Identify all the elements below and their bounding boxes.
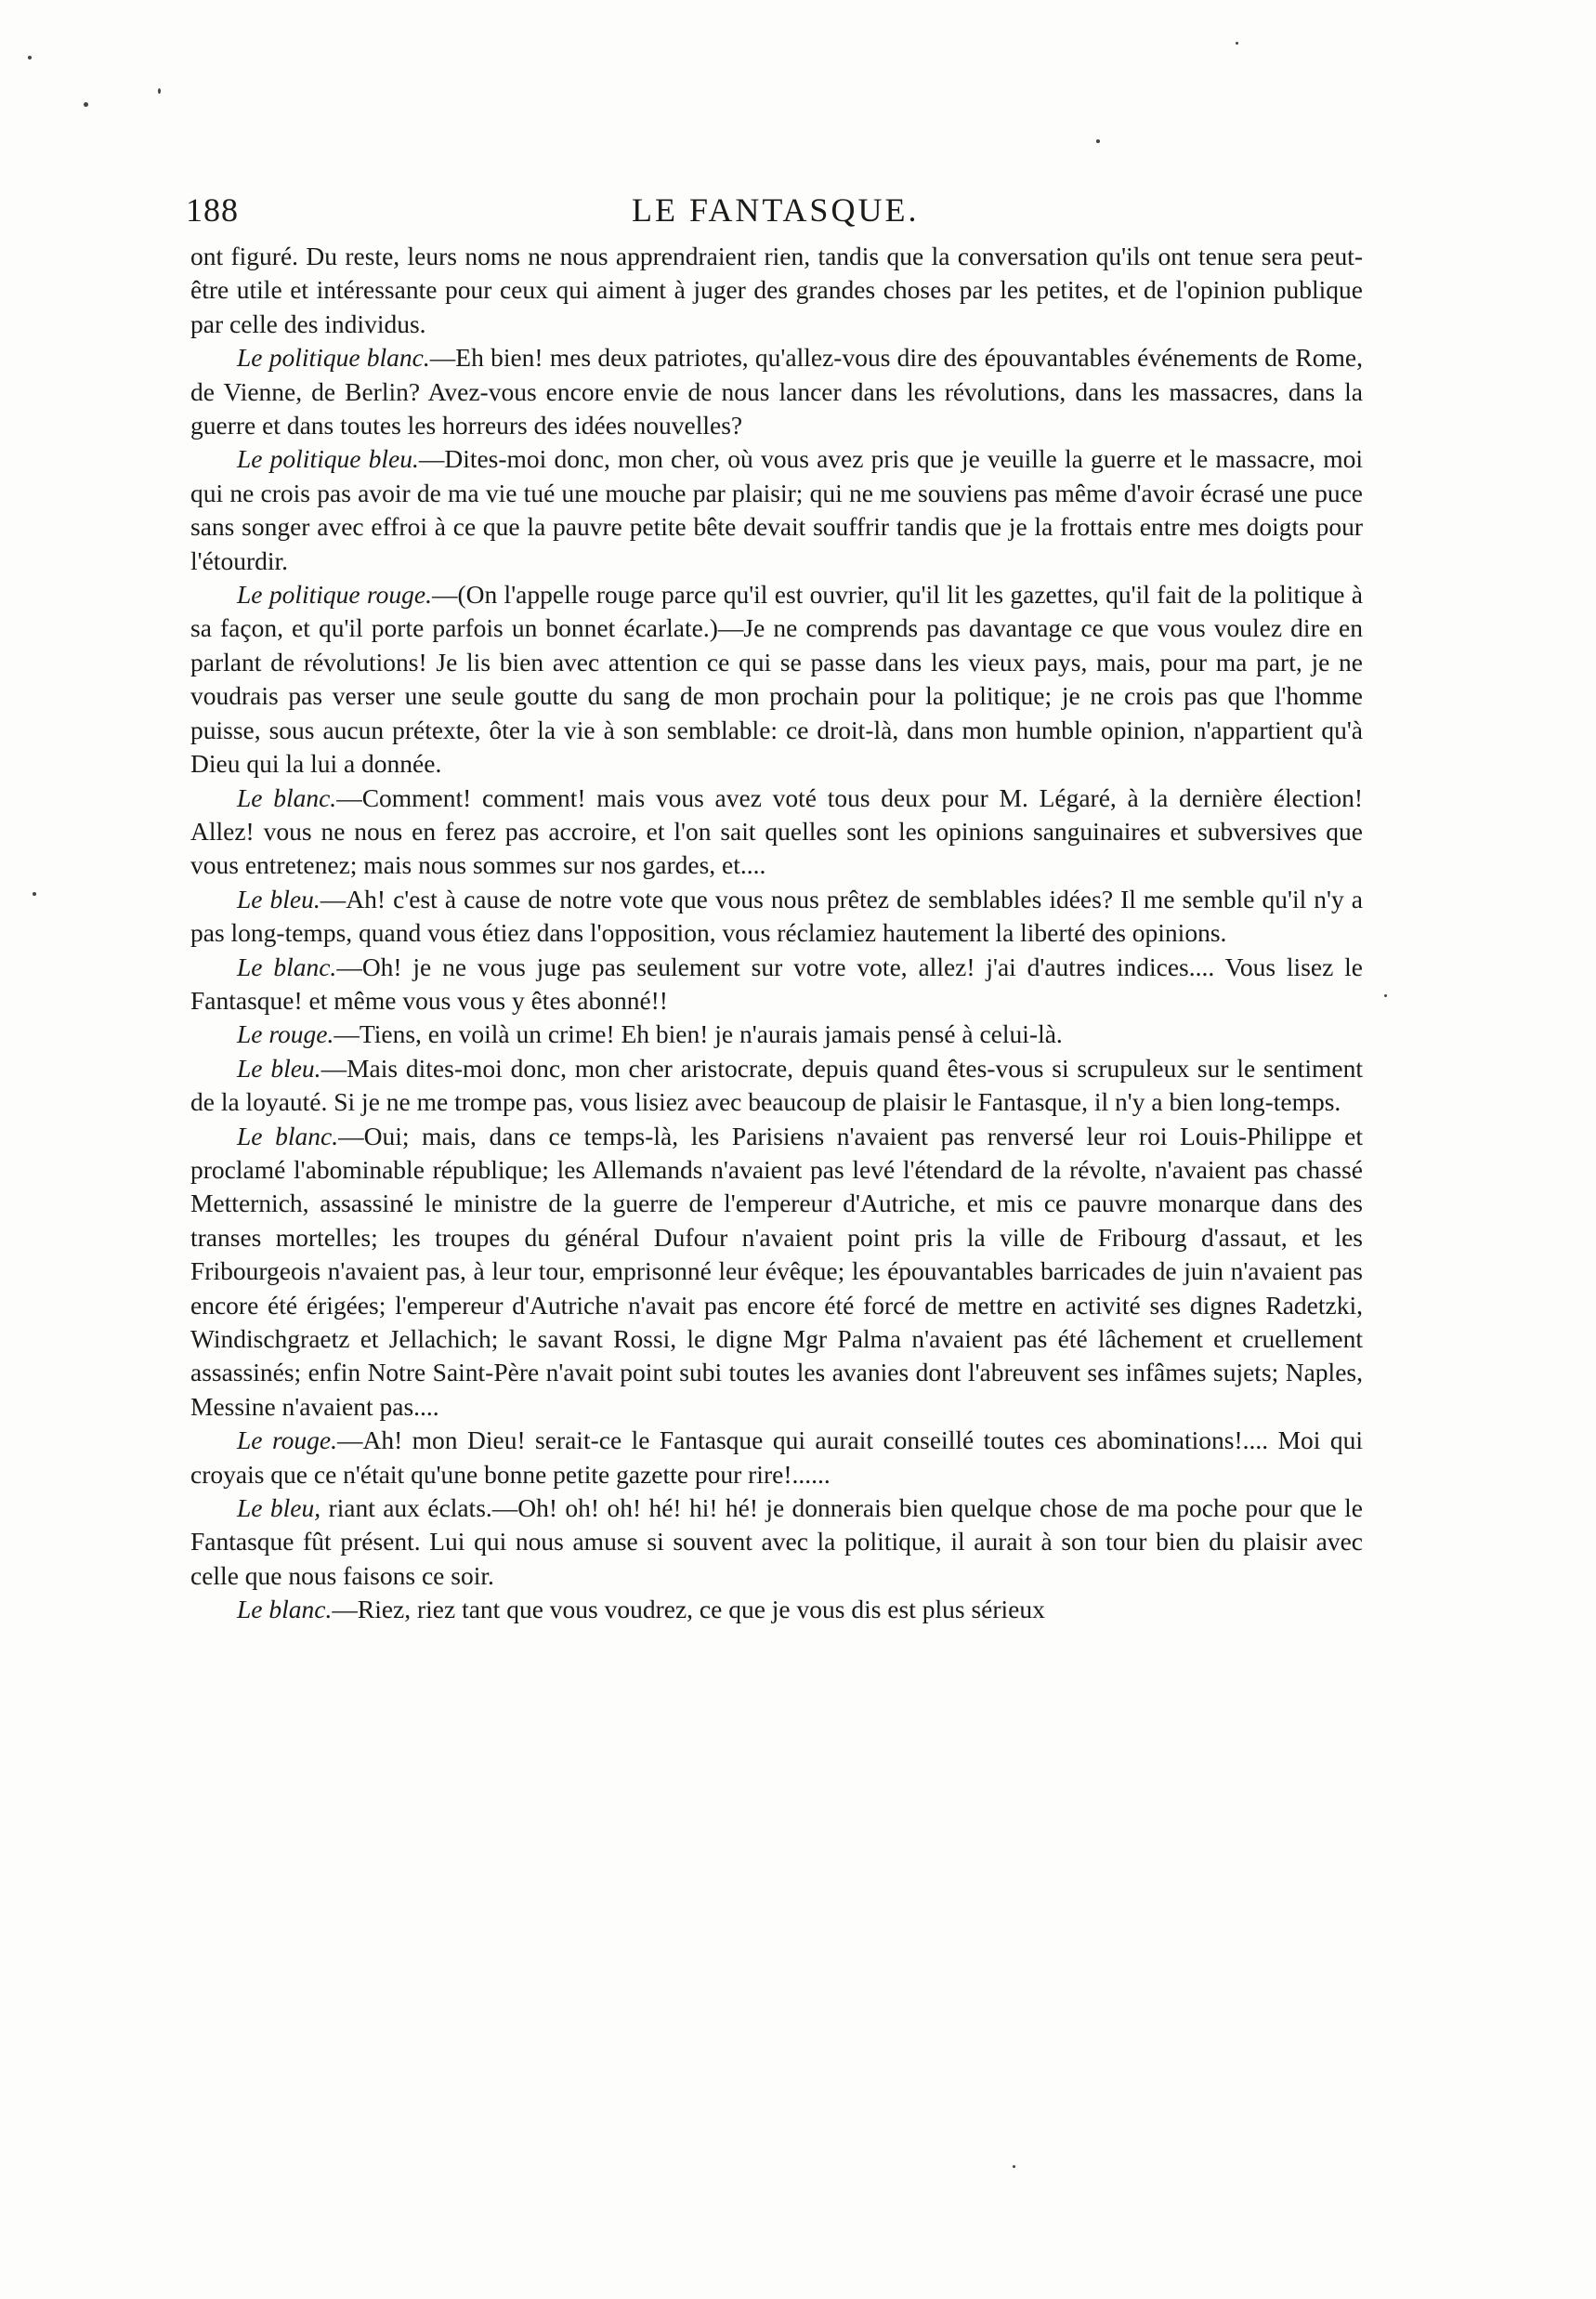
scan-speck (1096, 139, 1100, 143)
scan-speck (84, 102, 88, 107)
paragraph-text: ont figuré. Du reste, leurs noms ne nous apprendraient rien, tandis que la conversation qu'ils ont tenue sera peut-être utile et intéressante pour ceux qui aiment à juger des grandes choses par les petites, et de l'opinion publique par celle des individus. (190, 242, 1363, 338)
paragraph-text: —Dites-moi donc, mon cher, où vous avez pris que je veuille la guerre et le massacre, moi qui ne crois pas avoir de ma vie tué une mouche par plaisir; qui ne me souviens pas même d'avoir écrasé une puce sans songer avec effroi à ce que la pauvre petite bête devait souffrir tandis que je la frottais entre mes doigts pour l'étourdir. (190, 444, 1363, 575)
paragraph (190, 883, 1363, 951)
paragraph (190, 782, 1363, 883)
speaker-label: Le blanc. (237, 782, 337, 812)
running-title: LE FANTASQUE. (632, 191, 920, 229)
paragraph-text: —Mais dites-moi donc, mon cher aristocrate, depuis quand êtes-vous si scrupuleux sur le sentiment de la loyauté. Si je ne me trompe pas, vous lisiez avec beaucoup de plaisir le Fantasque, il n'y a bien long-temps. (190, 1053, 1363, 1117)
speaker-label: Le bleu. (237, 884, 321, 913)
paragraph (190, 442, 1363, 578)
page-header (186, 190, 1356, 237)
paragraph-text: —Ah! mon Dieu! serait-ce le Fantasque qui aurait conseillé toutes ces abominations!.... Moi qui croyais que ce n'était qu'une bonne petite gazette pour rire!...... (190, 1425, 1363, 1489)
paragraph (190, 1491, 1363, 1593)
speaker-label: Le blanc. (237, 1121, 339, 1150)
paragraph-text: —Comment! comment! mais vous avez voté tous deux pour M. Légaré, à la dernière élection! Allez! vous ne nous en ferez pas accroire, et l'on sait quelles sont les opinions sanguinaires et subversives que vous entretenez; mais nous sommes sur nos gardes, et.... (190, 782, 1363, 880)
paragraph-text: riant aux éclats.—Oh! oh! oh! hé! hi! hé! je donnerais bien quelque chose de ma poche pour que le Fantasque fût présent. Lui qui nous amuse si souvent avec la politique, il aurait à son tour bien du plaisir avec celle que nous faisons ce soir. (190, 1493, 1363, 1590)
paragraph (190, 1120, 1363, 1425)
speaker-label: Le politique blanc. (237, 343, 430, 373)
paragraph-text: —Oh! je ne vous juge pas seulement sur votre vote, allez! j'ai d'autres indices.... Vous lisez le Fantasque! et même vous vous y êtes abonné!! (190, 952, 1363, 1015)
speaker-label: Le rouge. (237, 1425, 337, 1455)
page-number: 188 (186, 191, 239, 229)
speaker-label: Le rouge. (237, 1019, 334, 1049)
body-text (190, 240, 1363, 1627)
paragraph (190, 1424, 1363, 1491)
scan-speck (1384, 994, 1387, 997)
scan-speck (33, 892, 36, 896)
paragraph-text: —Ah! c'est à cause de notre vote que vous nous prêtez de semblables idées? Il me semble qu'il n'y a pas long-temps, quand vous étiez dans l'opposition, vous réclamiez hautement la liberté des opinions. (190, 884, 1364, 948)
paragraph-text: —Oui; mais, dans ce temps-là, les Parisiens n'avaient pas renversé leur roi Louis-Philippe et proclamé l'abominable république; les Allemands n'avaient pas levé l'étendard de la révolte, n'avaient pas chassé Metternich, assassiné le ministre de la guerre de l'empereur d'Autriche, et mis ce pauvre monarque dans des transes mortelles; les troupes du général Dufour n'avaient point pris la ville de Fribourg d'assaut, et les Fribourgeois n'avaient pas, à leur tour, emprisonné leur évêque; les épouvantables barricades de juin n'avaient pas encore été érigées; l'empereur d'Autriche n'avait pas encore été forcé de mettre en activité ses dignes Radetzki, Windischgraetz et Jellachich; le savant Rossi, le digne Mgr Palma n'avaient pas été lâchement et cruellement assassinés; enfin Notre Saint-Père n'avait point subi toutes les avanies dont l'abreuvent ses infâmes sujets; Naples, Messine n'avaient pas.... (190, 1121, 1363, 1421)
paragraph (190, 578, 1363, 781)
scan-speck (1013, 2165, 1015, 2168)
paragraph (190, 1052, 1363, 1120)
speaker-label: Le blanc. (237, 1595, 333, 1624)
scan-speck (1236, 42, 1238, 45)
speaker-label: Le politique bleu. (237, 444, 419, 474)
scan-speck (28, 56, 32, 59)
paragraph (190, 341, 1363, 442)
paragraph (190, 1018, 1363, 1051)
paragraph-text: —Tiens, en voilà un crime! Eh bien! je n'aurais jamais pensé à celui-là. (334, 1019, 1063, 1049)
paragraph (190, 240, 1363, 341)
speaker-label: Le bleu, (237, 1493, 321, 1523)
paragraph (190, 1593, 1363, 1626)
scan-speck (158, 88, 161, 94)
speaker-label: Le bleu. (237, 1053, 321, 1083)
speaker-label: Le blanc. (237, 952, 337, 981)
paragraph (190, 951, 1363, 1018)
paragraph-text: —(On l'appelle rouge parce qu'il est ouvrier, qu'il lit les gazettes, qu'il fait de la politique à sa façon, et qu'il porte parfois un bonnet écarlate.)—Je ne comprends pas davantage ce que vous voulez dire en parlant de révolutions! Je lis bien avec attention ce qui se passe dans les vieux pays, mais, pour ma part, je ne voudrais pas verser une seule goutte du sang de mon prochain pour la politique; je ne crois pas que l'homme puisse, sous aucun prétexte, ôter la vie à son semblable: ce droit-là, dans mon humble opinion, n'appartient qu'à Dieu qui la lui a donnée. (190, 580, 1363, 779)
speaker-label: Le politique rouge. (237, 580, 432, 610)
paragraph-text: —Riez, riez tant que vous voudrez, ce que je vous dis est plus sérieux (332, 1595, 1045, 1624)
paragraph-text: —Eh bien! mes deux patriotes, qu'allez-vous dire des épouvantables événements de Rome, de Vienne, de Berlin? Avez-vous encore envie de nous lancer dans les révolutions, dans les massacres, dans la guerre et dans toutes les horreurs des idées nouvelles? (190, 343, 1363, 440)
